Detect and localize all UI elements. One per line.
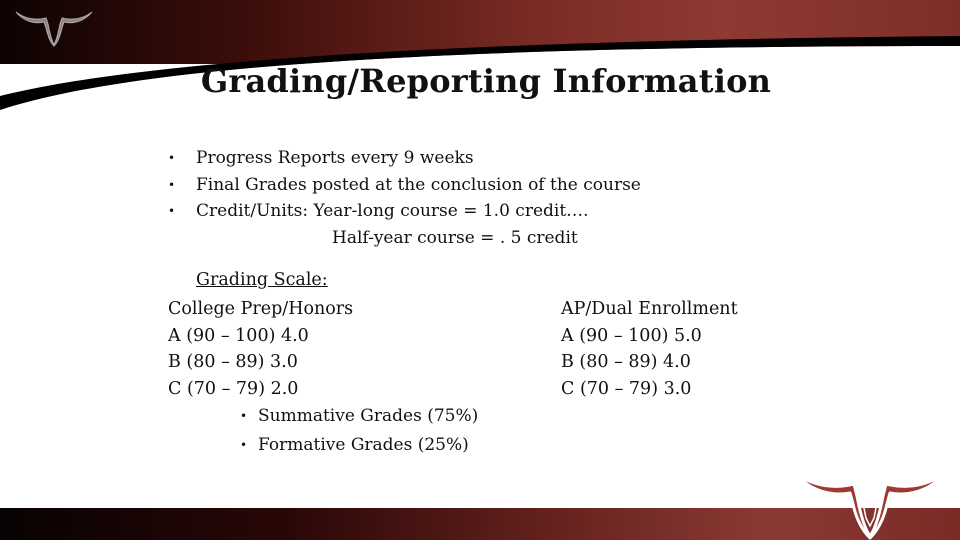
bullet-glyph: • bbox=[240, 438, 248, 452]
bullet-glyph: • bbox=[240, 409, 248, 423]
weight-text: Formative Grades (25%) bbox=[258, 435, 469, 455]
list-item bbox=[240, 431, 478, 460]
grade-weights bbox=[240, 402, 478, 460]
grading-scale-heading bbox=[196, 270, 328, 290]
grade-row: C (70 – 79) 2.0 bbox=[168, 378, 299, 399]
list-item bbox=[240, 402, 478, 431]
bullet-glyph: • bbox=[168, 151, 176, 165]
grade-row: C (70 – 79) 3.0 bbox=[561, 378, 692, 399]
grade-row: A (90 – 100) 5.0 bbox=[561, 325, 702, 346]
column-heading: College Prep/Honors bbox=[168, 299, 354, 319]
college-prep-column bbox=[168, 296, 353, 402]
info-bullets bbox=[168, 145, 641, 251]
list-item bbox=[168, 145, 641, 172]
grade-row: A (90 – 100) 4.0 bbox=[168, 325, 309, 346]
page-title: Grading/Reporting Information bbox=[200, 62, 772, 100]
bullet-text: Final Grades posted at the conclusion of the course bbox=[196, 174, 641, 195]
weight-text: Summative Grades (75%) bbox=[258, 406, 479, 426]
bullet-text: Credit/Units: Year-long course = 1.0 credit…. bbox=[196, 201, 589, 221]
list-item bbox=[168, 172, 641, 199]
bullet-glyph: • bbox=[168, 177, 176, 192]
grade-row: B (80 – 89) 3.0 bbox=[168, 352, 298, 372]
grading-scale-label: Grading Scale: bbox=[196, 270, 328, 290]
bullet-continuation: Half-year course = . 5 credit bbox=[332, 227, 578, 248]
grade-row: B (80 – 89) 4.0 bbox=[561, 352, 691, 372]
longhorn-icon bbox=[14, 6, 94, 48]
bullet-text: Progress Reports every 9 weeks bbox=[196, 148, 474, 168]
bullet-glyph: • bbox=[168, 204, 176, 218]
list-item bbox=[168, 198, 641, 225]
column-heading: AP/Dual Enrollment bbox=[561, 299, 738, 319]
ap-dual-column bbox=[561, 296, 738, 402]
longhorn-icon bbox=[794, 468, 946, 540]
